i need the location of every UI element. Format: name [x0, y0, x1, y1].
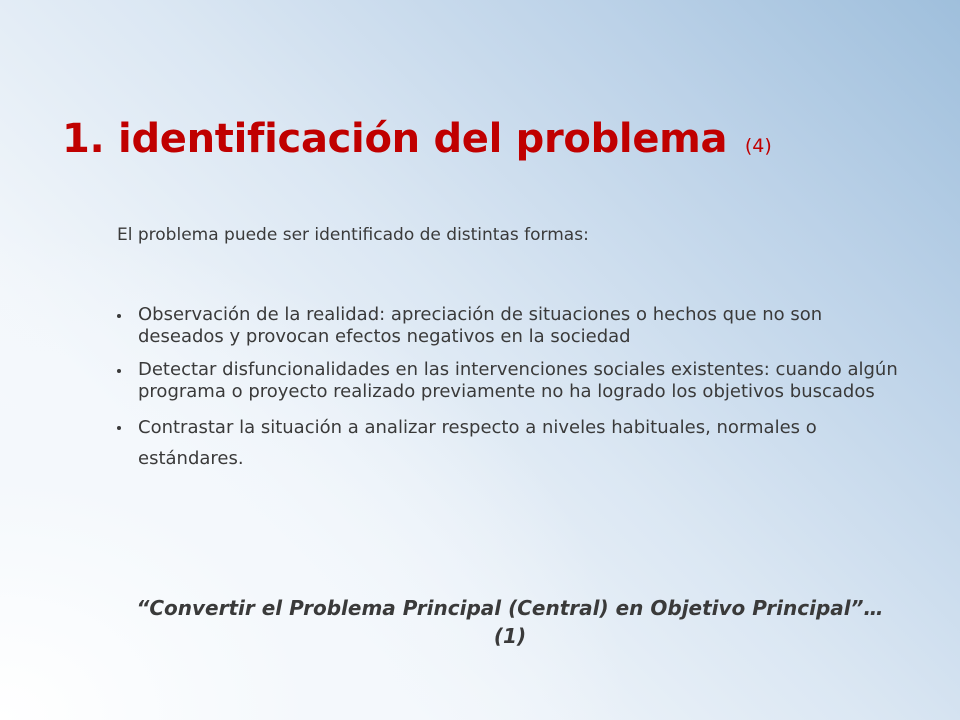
bullet-dot-icon — [117, 369, 121, 373]
closing-quote: “Convertir el Problema Principal (Central) en Objetivo Principal”… (1) — [136, 596, 884, 648]
bullet-item-observacion — [117, 304, 907, 348]
bullet-dot-icon — [117, 314, 121, 318]
bullet-dot-icon — [117, 426, 121, 430]
intro-text: El problema puede ser identificado de distintas formas: — [117, 225, 589, 245]
bullet-item-contrastar — [117, 412, 907, 474]
slide-title — [62, 116, 772, 162]
slide-title-text: 1. identificación del problema — [62, 116, 728, 162]
bullet-item-detectar — [117, 359, 907, 403]
bullet-text: Contrastar la situación a analizar respecto a niveles habituales, normales o estándares. — [138, 417, 817, 469]
bullet-list — [117, 304, 907, 485]
bullet-text: Observación de la realidad: apreciación de situaciones o hechos que no son deseados y provocan efectos negativos en la sociedad — [138, 304, 823, 347]
bullet-text: Detectar disfuncionalidades en las intervenciones sociales existentes: cuando algún programa o proyecto realizado previamente no ha logrado los objetivos buscados — [138, 359, 898, 402]
slide-title-reference: (4) — [744, 135, 772, 157]
